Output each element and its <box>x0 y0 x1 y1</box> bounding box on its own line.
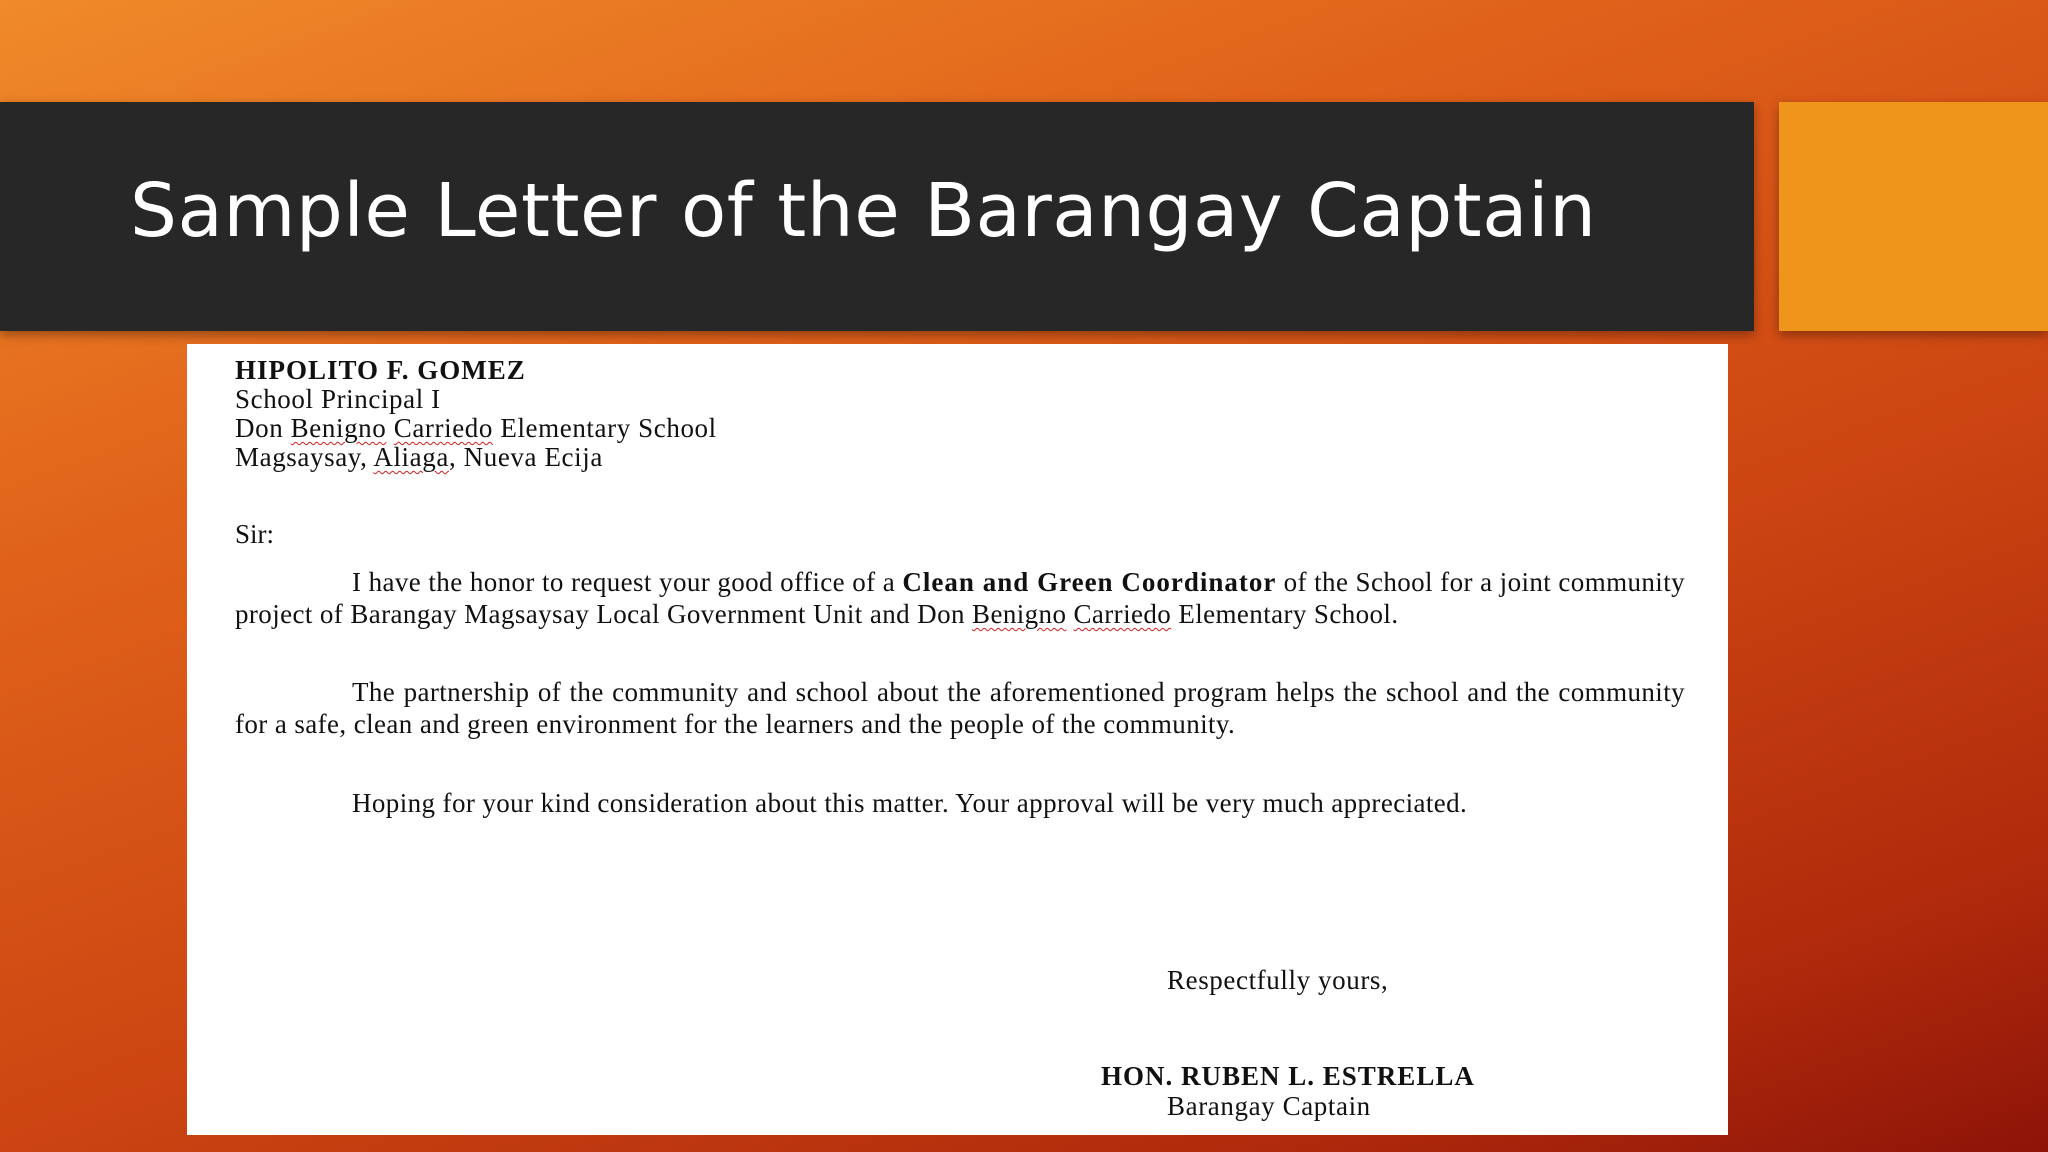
spellcheck-word: Benigno <box>972 599 1067 629</box>
spellcheck-word: Carriedo <box>393 413 493 443</box>
para1-text: Elementary School. <box>1178 599 1399 629</box>
signatory-name: HON. RUBEN L. ESTRELLA <box>1101 1061 1475 1091</box>
paragraph-3 <box>235 787 1685 819</box>
school-name-part: Elementary School <box>500 413 717 443</box>
address <box>235 443 603 472</box>
spellcheck-word: Aliaga <box>373 442 449 472</box>
accent-box <box>1779 102 2048 331</box>
recipient-position: School Principal I <box>235 384 441 414</box>
para1-bold: Clean and Green Coordinator <box>902 567 1277 597</box>
closing: Respectfully yours, <box>1167 965 1389 995</box>
paragraph-1 <box>235 566 1685 630</box>
paragraph-2 <box>235 676 1685 740</box>
address-part: Magsaysay, <box>235 442 368 472</box>
recipient-name: HIPOLITO F. GOMEZ <box>235 355 526 385</box>
salutation: Sir: <box>235 519 275 549</box>
letter-image[interactable] <box>187 344 1728 1135</box>
spellcheck-word: Carriedo <box>1073 599 1172 629</box>
slide-title[interactable]: Sample Letter of the Barangay Captain <box>130 168 1597 254</box>
para1-text: I have the honor to request your good office of a <box>352 567 896 597</box>
spellcheck-word: Benigno <box>290 413 387 443</box>
para1-text: of the School for a joint community project of Barangay Magsaysay Local Government Unit and Don <box>235 567 1686 629</box>
school-name-part: Don <box>235 413 284 443</box>
signatory-title: Barangay Captain <box>1167 1091 1371 1121</box>
address-part: , Nueva Ecija <box>448 442 603 472</box>
para3-text: Hoping for your kind consideration about this matter. Your approval will be very much appreciated. <box>352 788 1468 818</box>
school-name <box>235 414 717 443</box>
para2-text: The partnership of the community and school about the aforementioned program helps the school and the community for a safe, clean and green environment for the learners and the people of the community. <box>235 677 1685 739</box>
